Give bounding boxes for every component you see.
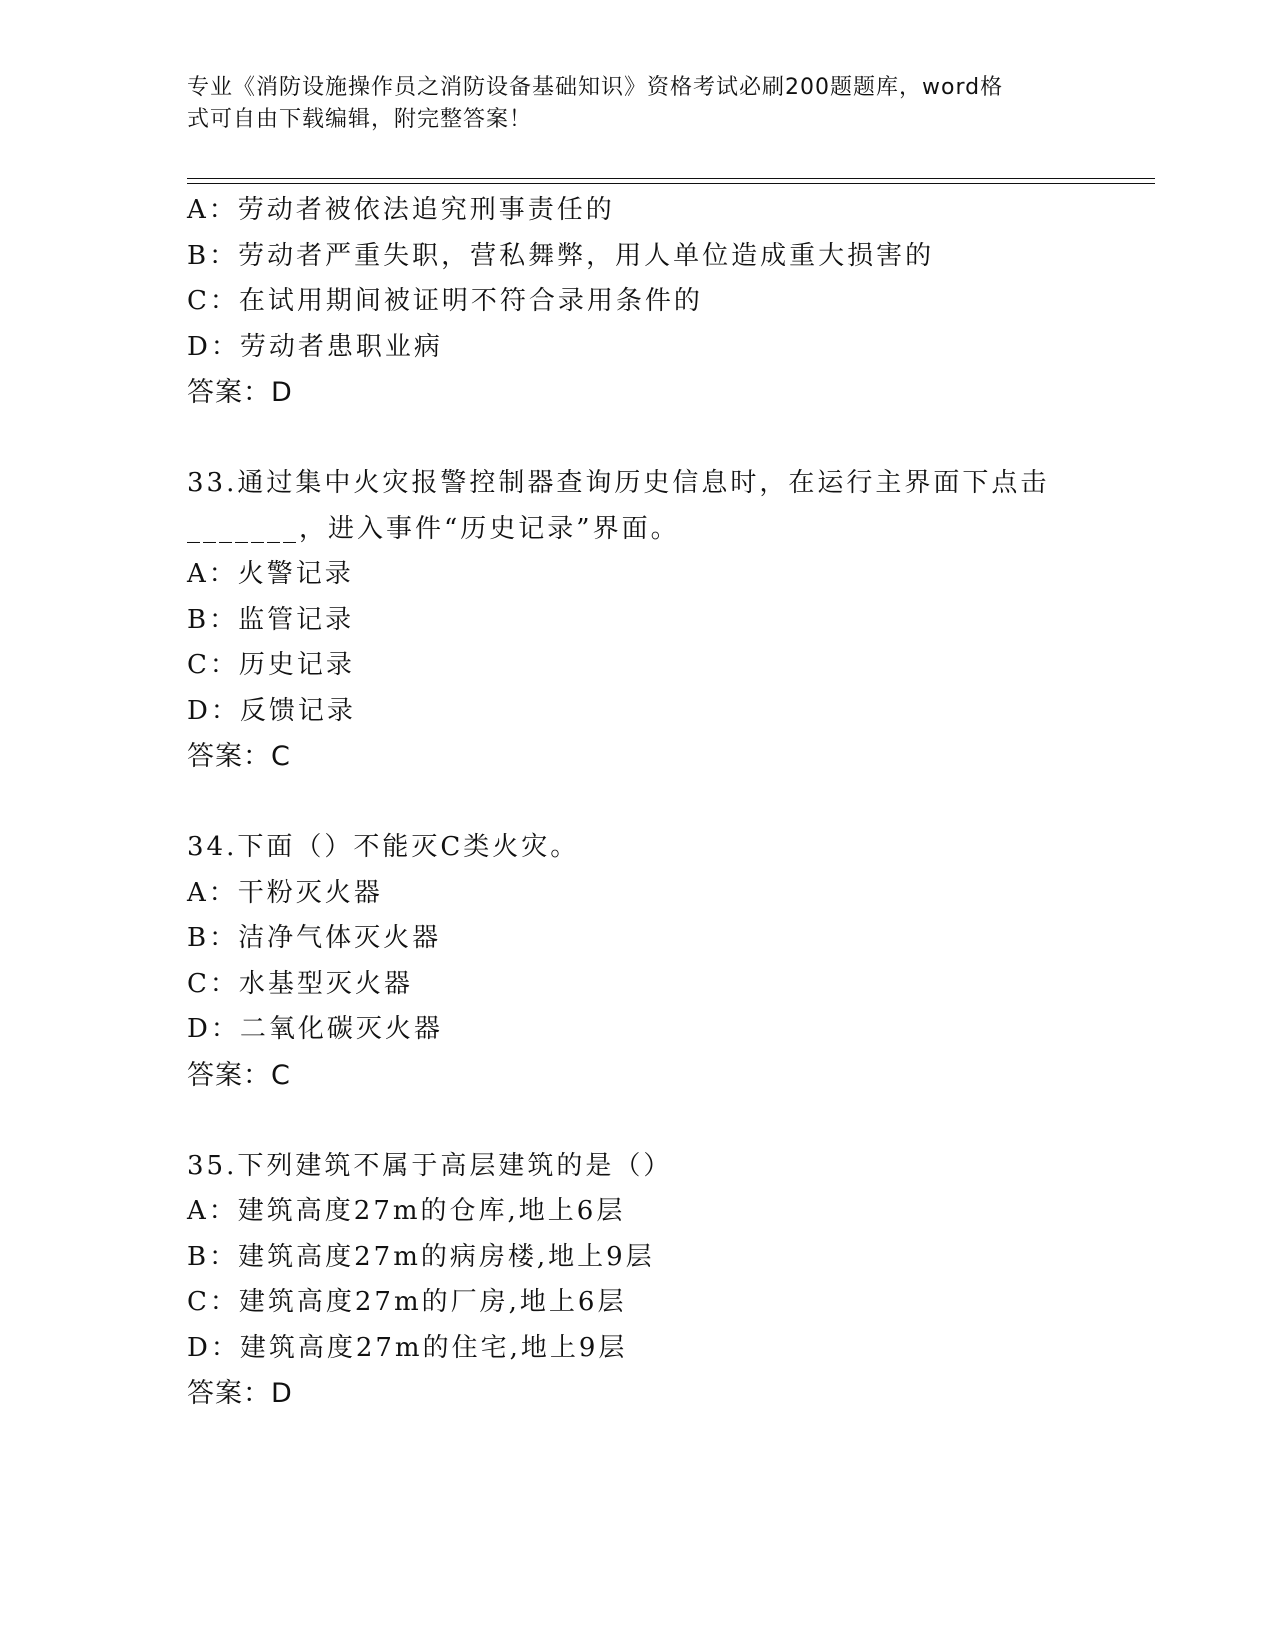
option-a: A：建筑高度27m的仓库,地上6层 <box>187 1196 626 1226</box>
spacer <box>187 416 1087 462</box>
option-b: B：劳动者严重失职，营私舞弊，用人单位造成重大损害的 <box>187 240 935 271</box>
document-header <box>187 72 1067 136</box>
header-line-1: 专业《消防设施操作员之消防设备基础知识》资格考试必刷200题题库，word格 <box>187 75 1004 100</box>
answer-line: 答案：D <box>187 1378 293 1409</box>
header-divider-bottom <box>187 183 1155 184</box>
option-c: C：水基型灭火器 <box>187 968 413 999</box>
spacer <box>187 780 1087 826</box>
option-d: D：劳动者患职业病 <box>187 331 443 362</box>
option-b: B：建筑高度27m的病房楼,地上9层 <box>187 1241 655 1272</box>
option-b: B：洁净气体灭火器 <box>187 923 442 953</box>
option-d: D：二氧化碳灭火器 <box>187 1014 443 1044</box>
question-list <box>187 188 1087 1417</box>
question-block-prev <box>187 188 1087 416</box>
option-a: A：干粉灭火器 <box>187 877 383 908</box>
header-divider-top <box>187 178 1155 179</box>
answer-line: 答案：C <box>187 741 291 772</box>
option-d: D：建筑高度27m的住宅,地上9层 <box>187 1332 628 1363</box>
spacer <box>187 1098 1087 1144</box>
question-text-line-1: 35.下列建筑不属于高层建筑的是（） <box>187 1150 673 1181</box>
option-b: B：监管记录 <box>187 604 355 635</box>
option-c: C：在试用期间被证明不符合录用条件的 <box>187 286 703 316</box>
answer-line: 答案：D <box>187 377 293 408</box>
answer-line: 答案：C <box>187 1059 291 1091</box>
question-text-line-1: 33.通过集中火灾报警控制器查询历史信息时，在运行主界面下点击 <box>187 468 1050 498</box>
option-c: C：历史记录 <box>187 650 355 680</box>
option-d: D：反馈记录 <box>187 695 356 726</box>
question-text-line-1: 34.下面（）不能灭C类火灾。 <box>187 832 580 862</box>
question-block-34 <box>187 825 1087 1098</box>
option-c: C：建筑高度27m的厂房,地上6层 <box>187 1287 627 1317</box>
question-block-33 <box>187 461 1087 780</box>
header-line-2: 式可自由下载编辑，附完整答案！ <box>187 107 533 132</box>
question-block-35 <box>187 1144 1087 1417</box>
question-text-line-2: _______，进入事件“历史记录”界面。 <box>187 513 680 544</box>
option-a: A：劳动者被依法追究刑事责任的 <box>187 195 615 225</box>
option-a: A：火警记录 <box>187 559 354 589</box>
